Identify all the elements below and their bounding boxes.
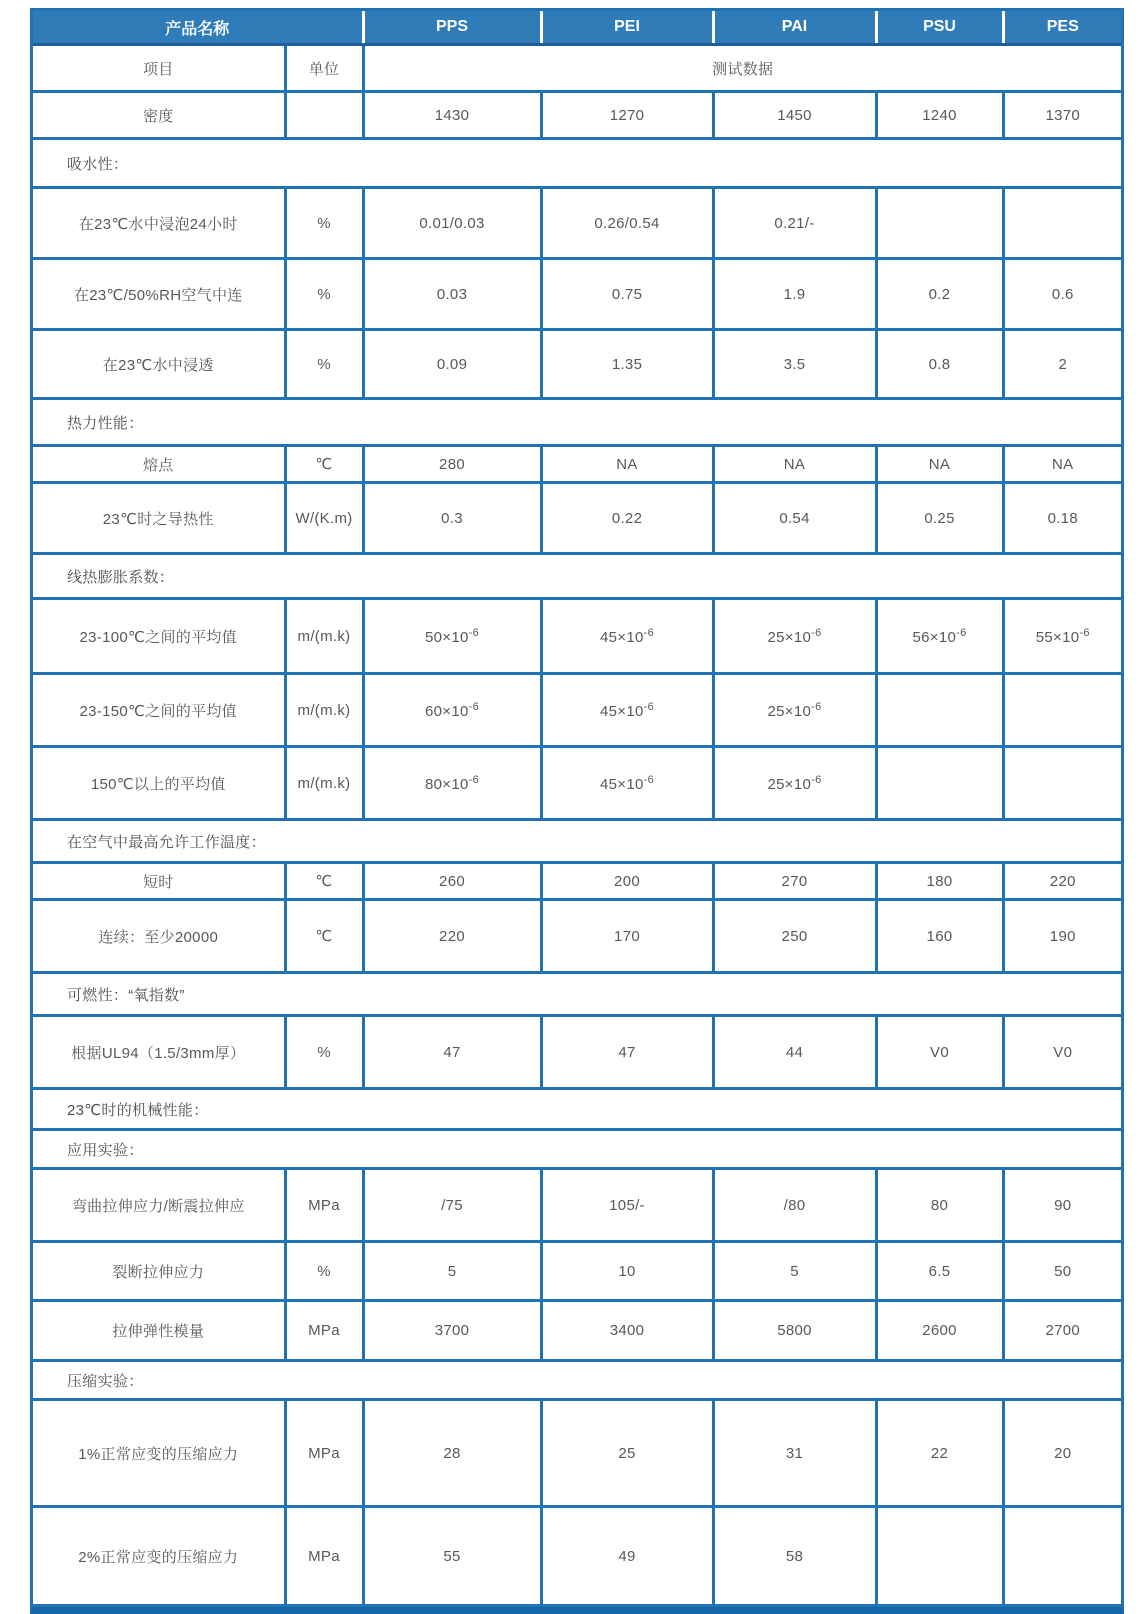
value-cell: 1240 [876, 92, 1003, 139]
value-cell [876, 188, 1003, 259]
value-cell: 0.3 [363, 483, 541, 554]
section-header-cell: 压缩实验： [33, 1361, 1121, 1400]
unit-cell: ℃ [285, 446, 363, 483]
value-cell: 190 [1003, 900, 1121, 973]
value-cell: /80 [713, 1169, 876, 1242]
value-cell: 25 [541, 1400, 713, 1507]
value-cell: $25\times 10^{-6}$ [713, 674, 876, 747]
property-label-cell: 裂断拉伸应力 [33, 1242, 285, 1301]
unit-cell: % [285, 259, 363, 330]
exponent: -6 [468, 773, 480, 786]
value-cell: 0.21/- [713, 188, 876, 259]
value-cell: 0.8 [876, 330, 1003, 399]
value-cell: $55\times 10^{-6}$ [1003, 599, 1121, 674]
table-row [33, 1242, 1121, 1301]
section-row [33, 1089, 1121, 1130]
unit-cell: m/(m.k) [285, 747, 363, 820]
value-cell [876, 674, 1003, 747]
value-cell: NA [541, 446, 713, 483]
table-row [33, 599, 1121, 674]
property-label-cell: 熔点 [33, 446, 285, 483]
exponent: -6 [811, 773, 822, 786]
value-cell [876, 747, 1003, 820]
material-properties-table [33, 11, 1121, 1607]
value-cell: $45\times 10^{-6}$ [541, 599, 713, 674]
section-header-cell: 线热膨胀系数： [33, 554, 1121, 599]
table-row [33, 446, 1121, 483]
section-header-cell: 热力性能： [33, 399, 1121, 446]
value-cell: 22 [876, 1400, 1003, 1507]
value-cell: 3700 [363, 1301, 541, 1361]
table-row [33, 188, 1121, 259]
section-row [33, 554, 1121, 599]
value-cell: 280 [363, 446, 541, 483]
property-label-cell: 在23℃水中浸透 [33, 330, 285, 399]
value-cell: 5 [713, 1242, 876, 1301]
subheader-row [33, 45, 1121, 92]
value-cell: $45\times 10^{-6}$ [541, 674, 713, 747]
value-cell: 44 [713, 1016, 876, 1089]
value-cell: 47 [541, 1016, 713, 1089]
table-row [33, 1016, 1121, 1089]
table-row [33, 1507, 1121, 1606]
value-cell: 270 [713, 863, 876, 900]
property-label-cell: 23℃时之导热性 [33, 483, 285, 554]
table-row [33, 259, 1121, 330]
value-cell: 10 [541, 1242, 713, 1301]
value-cell: 160 [876, 900, 1003, 973]
value-cell: 1.35 [541, 330, 713, 399]
unit-cell: MPa [285, 1169, 363, 1242]
exponent: -6 [811, 626, 822, 639]
value-cell: 49 [541, 1507, 713, 1606]
value-cell [1003, 1507, 1121, 1606]
column-header-pai: PAI [713, 11, 876, 45]
exponent: -6 [956, 626, 967, 639]
value-cell: 2 [1003, 330, 1121, 399]
unit-label-cell: 单位 [285, 45, 363, 92]
value-cell: 2600 [876, 1301, 1003, 1361]
table-row [33, 1169, 1121, 1242]
unit-cell: W/(K.m) [285, 483, 363, 554]
value-cell: /75 [363, 1169, 541, 1242]
property-label-cell: 连续：至少20000 [33, 900, 285, 973]
table-row [33, 900, 1121, 973]
property-label-cell: 150℃以上的平均值 [33, 747, 285, 820]
value-cell: 31 [713, 1400, 876, 1507]
property-label-cell: 23-100℃之间的平均值 [33, 599, 285, 674]
value-cell: 5800 [713, 1301, 876, 1361]
value-cell: $45\times 10^{-6}$ [541, 747, 713, 820]
section-row [33, 139, 1121, 188]
value-cell: 0.54 [713, 483, 876, 554]
unit-cell: % [285, 1242, 363, 1301]
property-label-cell: 1%正常应变的压缩应力 [33, 1400, 285, 1507]
exponent: -6 [811, 700, 822, 713]
value-cell: $80\times 10^{-6}$ [363, 747, 541, 820]
section-header-cell: 吸水性： [33, 139, 1121, 188]
unit-cell: m/(m.k) [285, 674, 363, 747]
value-cell: V0 [1003, 1016, 1121, 1089]
exponent: -6 [643, 626, 655, 639]
value-cell: 28 [363, 1400, 541, 1507]
property-label-cell: 根据UL94（1.5/3mm厚） [33, 1016, 285, 1089]
product-header-row [33, 11, 1121, 45]
value-cell: 6.5 [876, 1242, 1003, 1301]
exponent: -6 [643, 773, 655, 786]
value-cell [876, 1507, 1003, 1606]
value-cell: 220 [363, 900, 541, 973]
unit-cell: % [285, 330, 363, 399]
property-label-cell: 拉伸弹性模量 [33, 1301, 285, 1361]
value-cell: 260 [363, 863, 541, 900]
property-label-cell: 23-150℃之间的平均值 [33, 674, 285, 747]
unit-cell: % [285, 188, 363, 259]
value-cell: NA [876, 446, 1003, 483]
value-cell: 55 [363, 1507, 541, 1606]
section-row [33, 973, 1121, 1016]
exponent: -6 [643, 700, 655, 713]
column-header-psu: PSU [876, 11, 1003, 45]
property-label-cell: 在23℃水中浸泡24小时 [33, 188, 285, 259]
exponent: -6 [468, 626, 480, 639]
value-cell: 20 [1003, 1400, 1121, 1507]
unit-cell: MPa [285, 1507, 363, 1606]
value-cell: 220 [1003, 863, 1121, 900]
section-header-cell: 23℃时的机械性能： [33, 1089, 1121, 1130]
value-cell: 1270 [541, 92, 713, 139]
value-cell [1003, 674, 1121, 747]
value-cell: NA [1003, 446, 1121, 483]
value-cell: V0 [876, 1016, 1003, 1089]
value-cell [1003, 747, 1121, 820]
value-cell: 0.25 [876, 483, 1003, 554]
unit-cell [285, 92, 363, 139]
item-label-cell: 项目 [33, 45, 285, 92]
unit-cell: MPa [285, 1301, 363, 1361]
value-cell: 3.5 [713, 330, 876, 399]
value-cell: 180 [876, 863, 1003, 900]
property-label-cell: 密度 [33, 92, 285, 139]
value-cell: 58 [713, 1507, 876, 1606]
column-header-pps: PPS [363, 11, 541, 45]
unit-cell: ℃ [285, 863, 363, 900]
section-row [33, 820, 1121, 863]
test-data-label-cell: 测试数据 [363, 45, 1121, 92]
unit-cell: ℃ [285, 900, 363, 973]
material-properties-table-container [30, 8, 1124, 1614]
value-cell: 5 [363, 1242, 541, 1301]
property-label-cell: 短时 [33, 863, 285, 900]
value-cell: 50 [1003, 1242, 1121, 1301]
value-cell: 90 [1003, 1169, 1121, 1242]
section-row [33, 399, 1121, 446]
column-header-pes: PES [1003, 11, 1121, 45]
section-row [33, 1361, 1121, 1400]
value-cell: 1430 [363, 92, 541, 139]
table-row [33, 483, 1121, 554]
section-header-cell: 可燃性：“氧指数” [33, 973, 1121, 1016]
value-cell: 250 [713, 900, 876, 973]
property-label-cell: 在23℃/50%RH空气中连 [33, 259, 285, 330]
table-row [33, 1301, 1121, 1361]
value-cell: 2700 [1003, 1301, 1121, 1361]
value-cell: 80 [876, 1169, 1003, 1242]
unit-cell: % [285, 1016, 363, 1089]
value-cell: 105/- [541, 1169, 713, 1242]
value-cell: 1450 [713, 92, 876, 139]
table-row [33, 747, 1121, 820]
exponent: -6 [468, 700, 480, 713]
exponent: -6 [1079, 626, 1090, 639]
property-label-cell: 2%正常应变的压缩应力 [33, 1507, 285, 1606]
value-cell: 47 [363, 1016, 541, 1089]
value-cell: 0.2 [876, 259, 1003, 330]
table-body [33, 45, 1121, 1606]
value-cell: 200 [541, 863, 713, 900]
value-cell: 170 [541, 900, 713, 973]
table-row [33, 92, 1121, 139]
value-cell: 0.09 [363, 330, 541, 399]
value-cell: 0.03 [363, 259, 541, 330]
section-header-cell: 应用实验： [33, 1130, 1121, 1169]
value-cell: 0.26/0.54 [541, 188, 713, 259]
value-cell: $50\times 10^{-6}$ [363, 599, 541, 674]
product-name-header: 产品名称 [33, 11, 363, 45]
table-row [33, 674, 1121, 747]
table-row [33, 330, 1121, 399]
table-row [33, 863, 1121, 900]
value-cell [1003, 188, 1121, 259]
value-cell: 0.75 [541, 259, 713, 330]
value-cell: $56\times 10^{-6}$ [876, 599, 1003, 674]
section-header-cell: 在空气中最高允许工作温度： [33, 820, 1121, 863]
property-label-cell: 弯曲拉伸应力/断震拉伸应 [33, 1169, 285, 1242]
value-cell: $60\times 10^{-6}$ [363, 674, 541, 747]
value-cell: 3400 [541, 1301, 713, 1361]
value-cell: $25\times 10^{-6}$ [713, 599, 876, 674]
value-cell: 0.18 [1003, 483, 1121, 554]
unit-cell: m/(m.k) [285, 599, 363, 674]
unit-cell: MPa [285, 1400, 363, 1507]
section-row [33, 1130, 1121, 1169]
column-header-pei: PEI [541, 11, 713, 45]
table-row [33, 1400, 1121, 1507]
value-cell: 1370 [1003, 92, 1121, 139]
value-cell: 0.6 [1003, 259, 1121, 330]
value-cell: 0.22 [541, 483, 713, 554]
value-cell: 1.9 [713, 259, 876, 330]
value-cell: 0.01/0.03 [363, 188, 541, 259]
value-cell: $25\times 10^{-6}$ [713, 747, 876, 820]
value-cell: NA [713, 446, 876, 483]
